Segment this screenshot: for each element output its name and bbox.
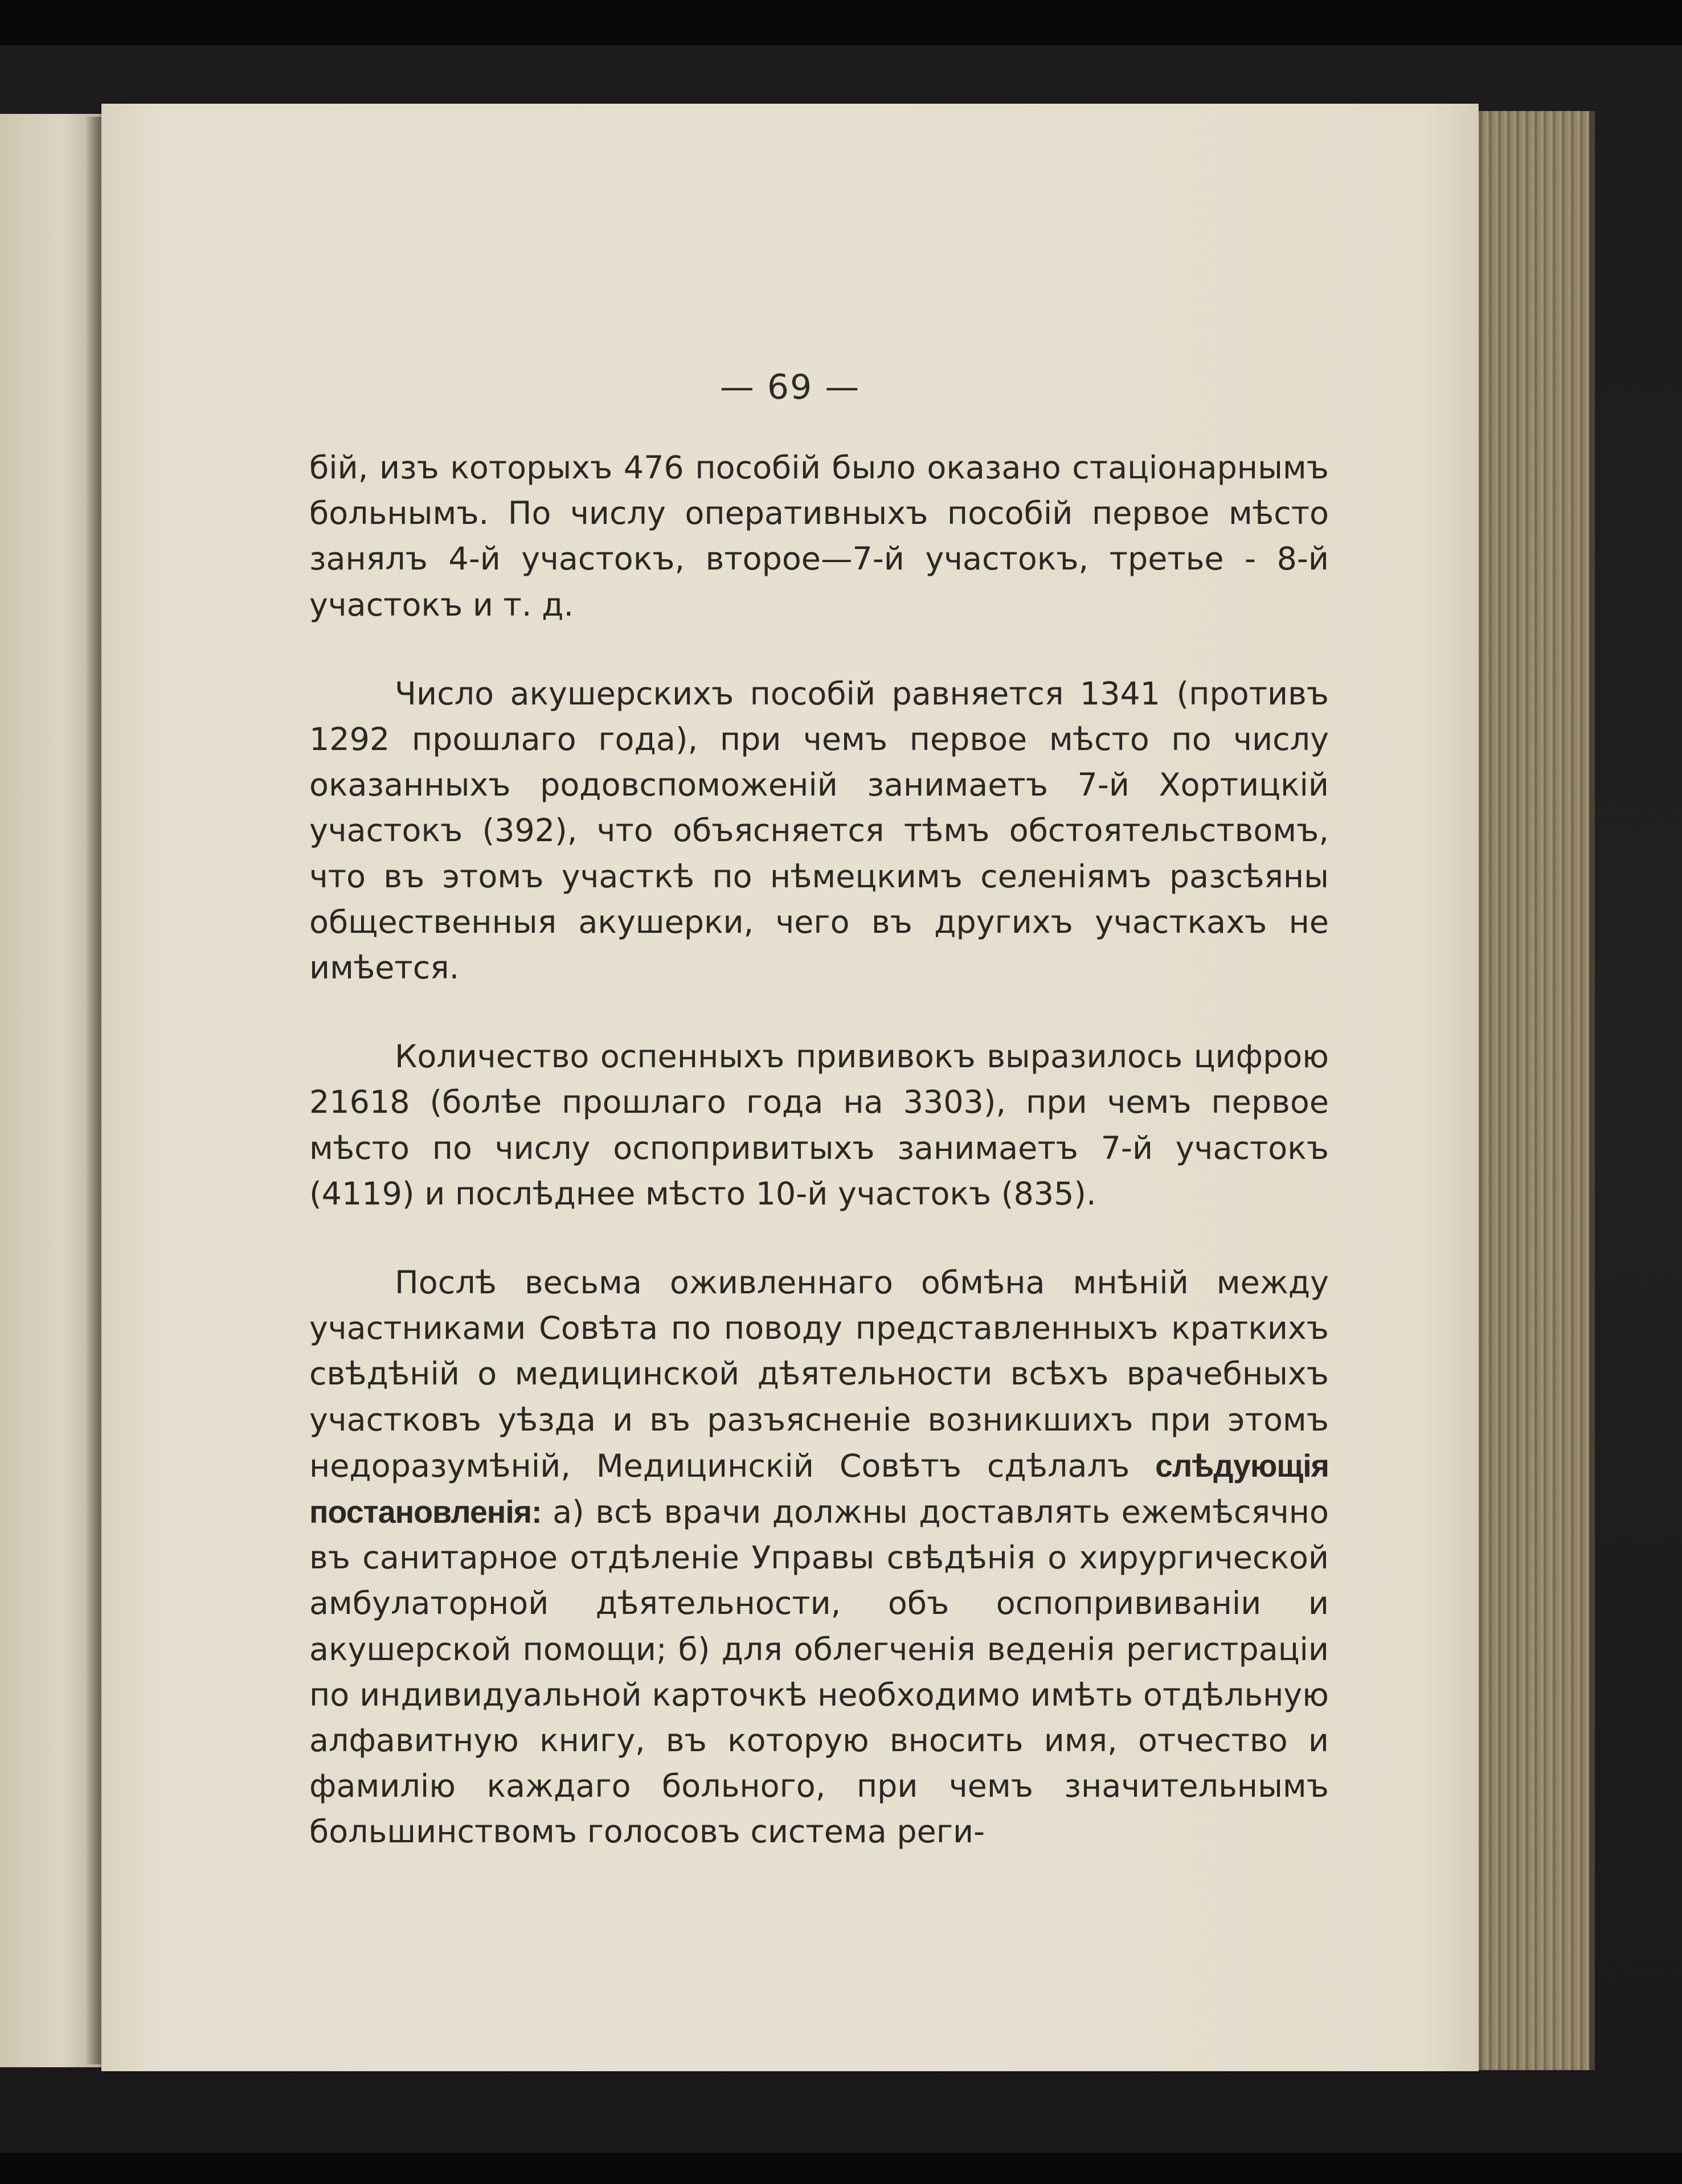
paragraph-4-text-after: а) всѣ врачи должны доставлять ежемѣсячно въ санитарное отдѣленіе Управы свѣдѣнія о хирургической амбулаторной дѣятельности, объ оспопрививаніи и акушерской помощи; б) для облегченія веденія регистраціи по индивидуальной карточкѣ необходимо имѣть отдѣльную алфавитную книгу, въ которую вносить имя, отчество и фамилію каждаго больного, при чемъ значительнымъ большинствомъ голосовъ система реги- [309, 1494, 1329, 1851]
page-number: — 69 — [719, 367, 861, 407]
paragraph-2: Число акушерскихъ пособій равняется 1341 (противъ 1292 прошлаго года), при чемъ первое мѣсто по числу оказанныхъ родовспоможеній занимаетъ 7-й Хортицкій участокъ (392), что объясняется тѣмъ обстоятельствомъ, что въ этомъ участкѣ по нѣмецкимъ селеніямъ разсѣяны общественныя акушерки, чего въ другихъ участкахъ не имѣется. [309, 675, 1329, 987]
page-body [309, 445, 1329, 1855]
book-page [101, 104, 1479, 2071]
paragraph-3: Количество оспенныхъ прививокъ выразилось цифрою 21618 (болѣе прошлаго года на 3303), при чемъ первое мѣсто по числу оспопривитыхъ занимаетъ 7-й участокъ (4119) и послѣднее мѣсто 10-й участокъ (835). [309, 1038, 1329, 1212]
page-edges [1475, 111, 1595, 2070]
paragraph-4 [309, 1260, 1329, 1855]
paragraph-4-text-before: Послѣ весьма оживленнаго обмѣна мнѣній между участниками Совѣта по поводу представленныхъ краткихъ свѣдѣній о медицинской дѣятельности всѣхъ врачебныхъ участковъ уѣзда и въ разъясненіе возникшихъ при этомъ недоразумѣній, Медицинскій Совѣтъ сдѣлалъ [309, 1264, 1329, 1485]
paragraph-1: бій, изъ которыхъ 476 пособій было оказано стаціонарнымъ больнымъ. По числу оперативныхъ пособій первое мѣсто занялъ 4-й участокъ, второе—7-й участокъ, третье - 8-й участокъ и т. д. [309, 449, 1329, 624]
paragraph-4-bold-heading: слѣдующія постановленія: [309, 1448, 1329, 1530]
